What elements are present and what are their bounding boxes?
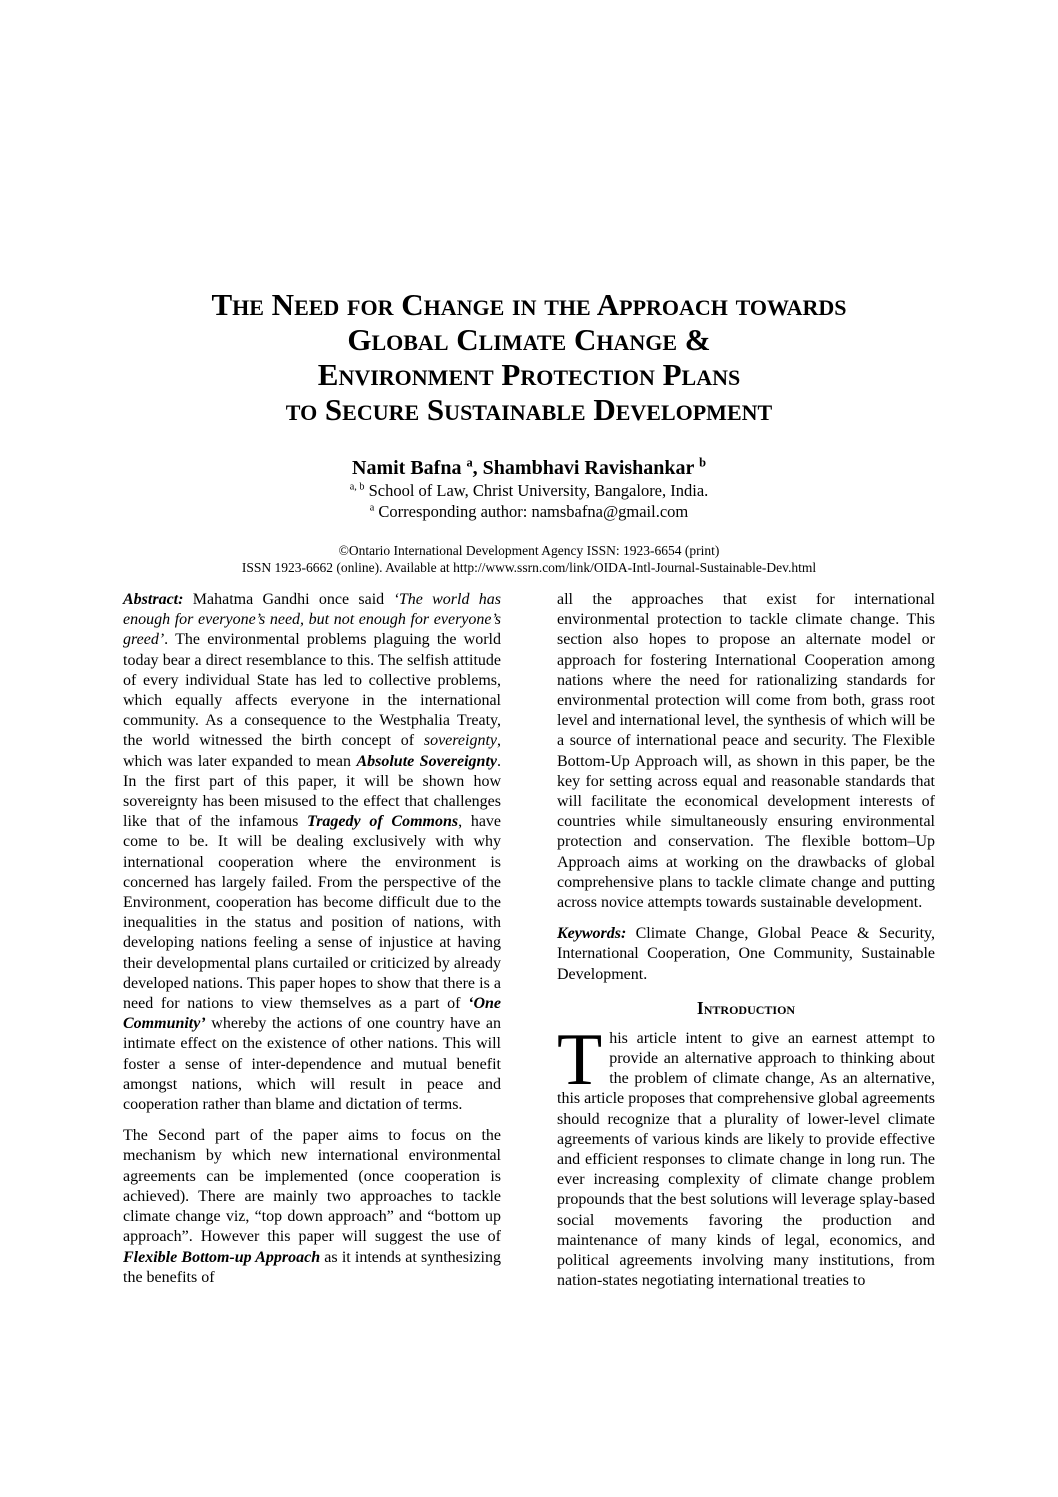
text-run: , which was later expanded to mean — [123, 732, 501, 770]
paper-title-line-2: Global Climate Change & — [347, 322, 711, 357]
dropcap-letter: T — [557, 1018, 603, 1101]
left-column — [123, 590, 501, 1303]
authors-line — [123, 456, 935, 480]
text-run: Keywords: — [557, 925, 627, 943]
text-run: , have come to be. It will be dealing exclusively with why international cooperation where the environment is concerned has largely failed. From the perspective of the Environment, cooperation has become difficult due to the inequalities in the status and position of nations, with developing nations feeling a sense of injustice at having their developmental plans curtailed or criticized by already developed nations. This paper hopes to show that there is a need for nations to view themselves as a part of — [123, 813, 502, 1013]
text-run: whereby the actions of one country have an intimate effect on the existence of other nations. This will foster a sense of inter-dependence and mutual benefit amongst nations, which will result in peace and cooperation rather than blame and dictation of terms. — [123, 1015, 501, 1114]
introduction-heading: Introduction — [696, 997, 796, 1018]
text-run: sovereignty — [423, 732, 497, 750]
paper-title-line-3: Environment Protection Plans — [317, 357, 741, 392]
second-part-paragraph — [123, 1126, 501, 1288]
text-run: all the approaches that exist for international environmental protection to tackle climate change. This section also hopes to propose an alternate model or approach for fostering International Cooperation among nations where the need for rationalizing standards for environmental protection will come from both, grass root level and international level, the synthesis of which will be a source of international peace and security. The Flexible Bottom-Up Approach will, as shown in this paper, be the key for setting across equal and reasonable standards that will facilitate the economical development interests of countries while simultaneously ensuring environmental protection and conservation. The flexible bottom–Up Approach aims at working on the drawbacks of global comprehensive plans to tackle climate change and putting across novice attempts towards sustainable development. — [557, 591, 935, 912]
paper-title-line-1: The Need for Change in the Approach towards — [211, 287, 847, 322]
text-run: Mahatma Gandhi once said — [183, 591, 394, 608]
paper-title — [123, 287, 935, 427]
text-run: , Shambhavi Ravishankar — [472, 457, 700, 479]
text-run: . In the first part of this paper, it will be shown how sovereignty has been misused to the effect that challenges like that of the infamous — [123, 752, 502, 831]
text-run: his article intent to give an earnest attempt to provide an alternative approach to thinking about the problem of climate change, As an alternative, this article proposes that comprehensive global agreements should recognize that a plurality of lower-level climate agreements of various kinds are likely to provide effective and efficient responses to climate change in long run. The ever increasing complexity of climate change problem propounds that the best solutions will leverage splay-based social movements favoring the production and maintenance of many kinds of legal, economics, and political agreements involving many institutions, from nation-states negotiating international treaties to — [557, 1029, 935, 1290]
text-run: ‘The world has enough for everyone’s need, but not enough for everyone’s greed’ — [123, 591, 501, 649]
text-run: Corresponding author: — [374, 502, 532, 521]
correspondence-line — [123, 501, 935, 522]
introduction-text — [557, 1018, 935, 1290]
text-run: a — [369, 502, 375, 514]
journal-url: http://www.ssrn.com/link/OIDA-Intl-Journal-Sustainable-Dev.html — [453, 559, 817, 575]
issn-line — [123, 560, 935, 577]
text-run: ISSN 1923-6662 (online). Available at — [241, 559, 454, 575]
text-run: a — [466, 455, 473, 470]
issn-block — [123, 543, 935, 576]
text-run: . The environmental problems plaguing the world today bear a direct resemblance to this. The selfish attitude of every individual State has led to collective problems, which equally affects everyone in the international community. As a consequence to the Westphalia Treaty, the world witnessed the birth concept of — [123, 631, 501, 750]
text-run: Climate Change, Global Peace & Security, International Cooperation, One Community, Sustainable Development. — [557, 925, 935, 983]
text-run: School of Law, Christ University, Bangalore, India. — [364, 481, 709, 500]
text-run: Tragedy of Commons — [307, 813, 459, 831]
text-run: Abstract: — [123, 591, 184, 608]
text-run: as it intends at synthesizing the benefits of — [123, 1248, 502, 1286]
title-block — [123, 287, 935, 576]
abstract-paragraph — [123, 590, 501, 1115]
paper-title-line-4: to Secure Sustainable Development — [285, 392, 773, 427]
text-run: Namit Bafna — [352, 457, 467, 479]
text-run: The Second part of the paper aims to focus on the mechanism by which new international environmental agreements can be implemented (once cooperation is achieved). There are mainly two approaches to tackle climate change viz, “top down approach” and “bottom up approach”. However this paper will suggest the use of — [123, 1127, 501, 1246]
text-run: Flexible Bottom-up Approach — [123, 1248, 321, 1266]
right-column — [557, 590, 935, 1303]
text-run: ‘One Community’ — [123, 995, 501, 1033]
abstract-continuation-paragraph — [557, 590, 935, 913]
text-run: Absolute Sovereignty — [356, 752, 498, 770]
keywords-paragraph — [557, 924, 935, 985]
author-email: namsbafna@gmail.com — [531, 502, 689, 521]
introduction-paragraph — [557, 1018, 935, 1292]
text-run: b — [699, 455, 706, 470]
body-columns — [123, 590, 935, 1303]
affiliation-line — [123, 480, 935, 501]
copyright-line: ©Ontario International Development Agency ISSN: 1923-6654 (print) — [338, 543, 720, 558]
text-run: a, b — [349, 481, 365, 493]
